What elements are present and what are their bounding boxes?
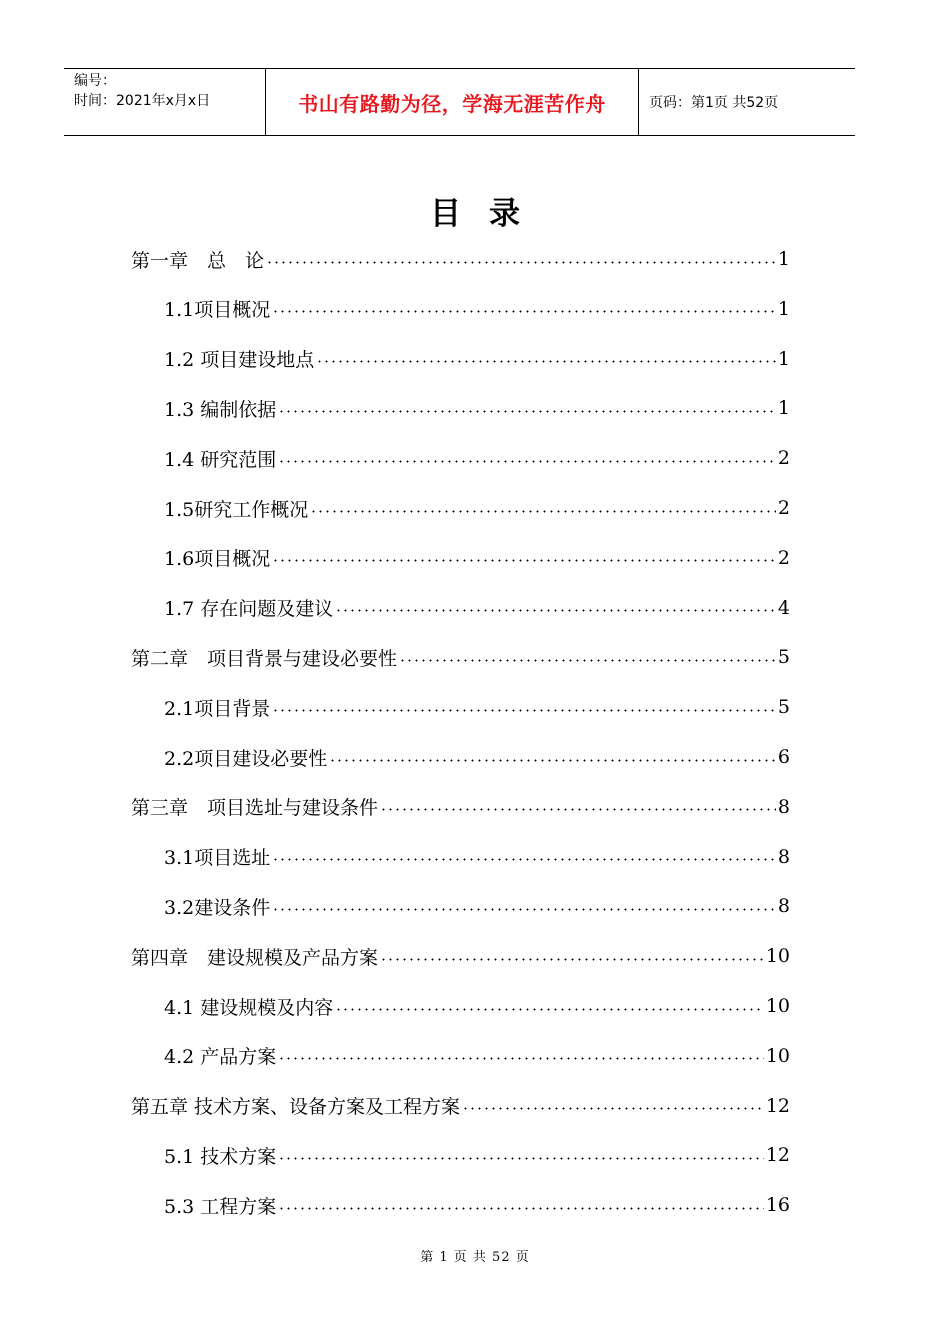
toc-page-number: 8 (777, 795, 790, 818)
toc-entry-label: 第三章 项目选址与建设条件 (131, 797, 379, 820)
toc-entry-label: 1.4 研究范围 (164, 448, 277, 471)
header-page-info: 页码：第1页 共52页 (649, 95, 779, 111)
toc-entry-label: 5.3 工程方案 (164, 1195, 277, 1218)
toc-entry-label: 1.2 项目建设地点 (164, 349, 315, 372)
toc-section-entry[interactable] (164, 583, 790, 633)
toc-page-number: 1 (777, 347, 790, 370)
toc-leader-dots (310, 510, 776, 513)
toc-section-entry[interactable] (164, 1130, 790, 1180)
toc-leader-dots (266, 261, 776, 264)
toc-section-entry[interactable] (164, 533, 790, 583)
toc-section-entry[interactable] (164, 732, 790, 782)
toc-entry-label: 4.1 建设规模及内容 (164, 996, 334, 1019)
toc-entry-label: 5.1 技术方案 (164, 1145, 277, 1168)
toc-page-number: 10 (765, 945, 790, 968)
toc-leader-dots (278, 1157, 764, 1160)
toc-section-entry[interactable] (164, 1180, 790, 1230)
toc-section-entry[interactable] (164, 334, 790, 384)
toc-section-entry[interactable] (164, 483, 790, 533)
toc-entry-label: 第四章 建设规模及产品方案 (131, 946, 379, 969)
toc-section-entry[interactable] (164, 433, 790, 483)
header-motto: 书山有路勤为径，学海无涯苦作舟 (266, 69, 639, 135)
toc-page-number: 8 (777, 895, 790, 918)
toc-leader-dots (335, 609, 776, 612)
page-header (64, 68, 855, 136)
toc-page-number: 1 (777, 248, 790, 270)
toc-page-number: 2 (777, 546, 790, 569)
toc-leader-dots (272, 709, 776, 712)
toc-entry-label: 第五章 技术方案、设备方案及工程方案 (131, 1096, 461, 1119)
toc-chapter-entry[interactable] (131, 1081, 790, 1131)
toc-page-number: 1 (777, 297, 790, 320)
toc-section-entry[interactable] (164, 1031, 790, 1081)
toc-section-entry[interactable] (164, 383, 790, 433)
toc-leader-dots (278, 410, 776, 413)
toc-entry-label: 1.7 存在问题及建议 (164, 598, 334, 621)
toc-entry-label: 3.2建设条件 (164, 896, 271, 919)
toc-leader-dots (272, 310, 776, 313)
page-footer: 第 1 页 共 52 页 (420, 1250, 530, 1265)
toc-page-number: 6 (777, 746, 790, 768)
toc-chapter-entry[interactable] (131, 234, 790, 284)
toc-leader-dots (278, 1207, 764, 1210)
toc-page-number: 5 (777, 646, 790, 669)
toc-page-number: 4 (777, 596, 790, 619)
toc-entry-label: 2.2项目建设必要性 (164, 747, 328, 770)
toc-leader-dots (272, 908, 776, 911)
toc-section-entry[interactable] (164, 682, 790, 732)
page-title: 目录 (430, 196, 548, 232)
header-meta (64, 69, 266, 135)
document-time: 时间：2021年x月x日 (74, 93, 211, 109)
toc-leader-dots (462, 1107, 764, 1110)
toc-leader-dots (329, 759, 776, 762)
toc-entry-label: 1.5研究工作概况 (164, 498, 309, 521)
toc-page-number: 2 (777, 497, 790, 519)
toc-section-entry[interactable] (164, 832, 790, 882)
toc-page-number: 16 (765, 1194, 790, 1217)
toc-chapter-entry[interactable] (131, 632, 790, 682)
toc-leader-dots (272, 858, 776, 861)
toc-entry-label: 4.2 产品方案 (164, 1046, 277, 1069)
toc-page-number: 12 (765, 1094, 790, 1117)
toc-entry-label: 第二章 项目背景与建设必要性 (131, 647, 398, 670)
toc-entry-label: 1.3 编制依据 (164, 398, 277, 421)
toc-leader-dots (380, 958, 764, 961)
toc-chapter-entry[interactable] (131, 931, 790, 981)
toc-chapter-entry[interactable] (131, 782, 790, 832)
toc-leader-dots (278, 460, 776, 463)
toc-leader-dots (272, 559, 776, 562)
toc-entry-label: 3.1项目选址 (164, 847, 271, 870)
toc-page-number: 5 (777, 696, 790, 719)
toc-section-entry[interactable] (164, 981, 790, 1031)
toc-entry-label: 2.1项目背景 (164, 697, 271, 720)
toc-leader-dots (316, 360, 776, 363)
toc-leader-dots (380, 808, 776, 811)
toc-page-number: 12 (765, 1144, 790, 1167)
toc-page-number: 10 (765, 995, 790, 1017)
toc-leader-dots (399, 659, 776, 662)
toc-entry-label: 1.1项目概况 (164, 299, 271, 322)
toc-entry-label: 第一章 总 论 (131, 249, 265, 272)
toc-page-number: 10 (765, 1044, 790, 1067)
toc-leader-dots (278, 1057, 764, 1060)
toc-page-number: 8 (777, 845, 790, 868)
toc-leader-dots (335, 1008, 764, 1011)
toc-entry-label: 1.6项目概况 (164, 548, 271, 571)
toc-page-number: 1 (777, 397, 790, 420)
document-number-label: 编号： (74, 73, 116, 89)
toc-section-entry[interactable] (164, 284, 790, 334)
toc-section-entry[interactable] (164, 881, 790, 931)
toc-page-number: 2 (777, 447, 790, 470)
